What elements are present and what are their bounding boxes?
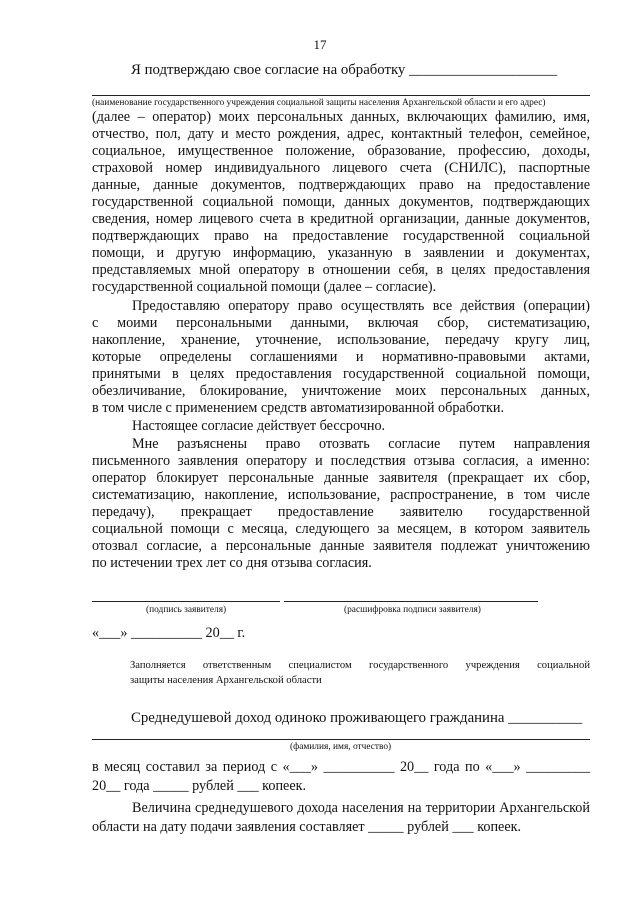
- note-line: защиты населения Архангельской области: [130, 675, 322, 686]
- text-line: социальной помощи с месяца, следующего за месяцем, в котором заявитель: [92, 521, 590, 537]
- text-line: государственной социальной помощи (далее – согласие).: [92, 279, 437, 295]
- revocation-paragraph: [92, 436, 590, 572]
- text-line: отозвал согласие, а персональные данные заявителя подлежат уничтожению: [92, 538, 590, 554]
- text-line: Мне разъяснены право отозвать согласие путем направления: [132, 436, 590, 452]
- fio-caption: (фамилия, имя, отчество): [290, 742, 392, 752]
- text-line: передачу), прекращает предоставление заявителю государственной: [92, 504, 590, 520]
- operator-caption: (наименование государственного учреждения социальной защиты населения Архангельской области и его адрес): [92, 98, 546, 108]
- text-line: данные, данные документов, подтверждающих право на предоставление: [92, 177, 590, 193]
- fio-line: [92, 739, 590, 740]
- text-line: систематизацию, накопление, использование, распространение, в том числе: [92, 487, 590, 503]
- income-heading: Среднедушевой доход одиноко проживающего гражданина __________: [131, 710, 583, 726]
- average-income-paragraph: [92, 800, 590, 836]
- text-line: подтверждающих право на предоставление государственной социальной: [92, 228, 590, 244]
- text-line: (далее – оператор) моих персональных данных, включающих фамилию, имя,: [92, 109, 590, 125]
- consent-paragraph: [92, 109, 590, 296]
- text-line: Предоставляю оператору право осуществлять все действия (операции): [132, 298, 590, 314]
- text-line: 20__ года _____ рублей ___ копеек.: [92, 778, 307, 794]
- signature-caption: (подпись заявителя): [146, 605, 227, 615]
- validity-statement: Настоящее согласие действует бессрочно.: [132, 418, 386, 434]
- text-line: области на дату подачи заявления составляет _____ рублей ___ копеек.: [92, 819, 522, 835]
- text-line: Величина среднедушевого дохода населения на территории Архангельской: [132, 800, 590, 816]
- rights-paragraph: [92, 298, 590, 417]
- specialist-note: [130, 659, 590, 687]
- text-line: с моими персональными данными, включая сбор, систематизацию,: [92, 315, 590, 331]
- text-line: отчество, пол, дату и место рождения, адрес, контактный телефон, семейное,: [92, 126, 590, 142]
- text-line: накопление, хранение, уточнение, использование, передачу кругу лиц,: [92, 332, 590, 348]
- text-line: в том числе с применением средств автоматизированной обработки.: [92, 400, 505, 416]
- page-number: 17: [313, 37, 327, 52]
- text-line: которые определены соглашениями и нормативно-правовыми актами,: [92, 349, 590, 365]
- text-line: принятыми в целях предоставления государственной социальной помощи,: [92, 366, 590, 382]
- text-line: социальное, имущественное положение, образование, профессию, доходы,: [92, 143, 590, 159]
- signature-line: [92, 601, 280, 602]
- date-line: «___» __________ 20__ г.: [92, 625, 246, 641]
- text-line: помощи, и другую информацию, указанную в заявлении и документах,: [92, 245, 590, 261]
- text-line: в месяц составил за период с «___» __________ 20__ года по «___» _________: [92, 759, 590, 775]
- text-line: государственной социальной помощи, данных документов, подтверждающих: [92, 194, 590, 210]
- text-line: письменного заявления оператору и последствия отзыва согласия, а именно:: [92, 453, 590, 469]
- text-line: обезличивание, блокирование, уничтожение моих персональных данных,: [92, 383, 590, 399]
- text-line: оператор блокирует персональные данные заявителя (прекращает их сбор,: [92, 470, 590, 486]
- consent-heading: Я подтверждаю свое согласие на обработку ____________________: [131, 62, 558, 78]
- operator-name-line: [92, 95, 590, 96]
- signature-transcript-caption: (расшифровка подписи заявителя): [344, 605, 481, 615]
- note-line: Заполняется ответственным специалистом государственного учреждения социальной: [130, 660, 590, 671]
- income-period: [92, 759, 590, 795]
- text-line: представляемых мной оператору в отношении себя, в целях предоставления: [92, 262, 590, 278]
- text-line: сведения, номер лицевого счета в кредитной организации, данные документов,: [92, 211, 590, 227]
- text-line: страховой номер индивидуального лицевого счета (СНИЛС), паспортные: [92, 160, 590, 176]
- signature-transcript-line: [284, 601, 538, 602]
- text-line: по истечении трех лет со дня отзыва согласия.: [92, 555, 372, 571]
